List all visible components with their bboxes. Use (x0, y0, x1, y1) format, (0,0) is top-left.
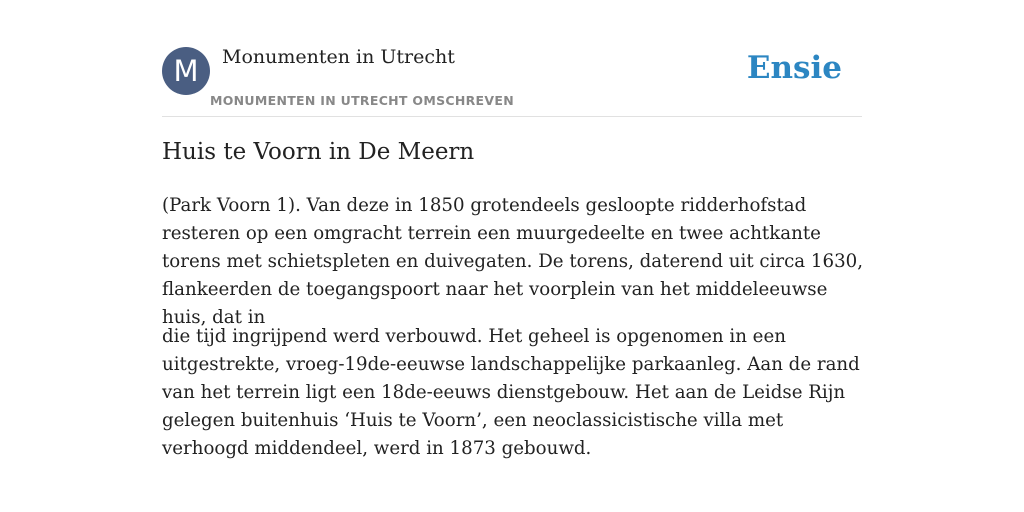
brand-logo[interactable]: Ensie (746, 50, 842, 86)
article-paragraph: die tijd ingrijpend werd verbouwd. Het geheel is opgenomen in een uitgestrekte, vroeg-19de-eeuwse landschappelijke parkaanleg. Aan de rand van het terrein ligt een 18de-eeuws dienstgebouw. Het aan de Leidse Rijn gelegen buitenhuis ‘Huis te Voorn’, een neoclassicistische villa met verhoogd middendeel, werd in 1873 gebouwd. (162, 326, 860, 459)
article-title: Huis te Voorn in De Meern (162, 139, 475, 165)
article-paragraph: (Park Voorn 1). Van deze in 1850 grotendeels gesloopte ridderhofstad resteren op een omgracht terrein een muurgedeelte en twee achtkante torens met schietspleten en duivegaten. De torens, daterend uit circa 1630, flankeerden de toegangspoort naar het voorplein van het middeleeuwse huis, dat in (162, 195, 863, 328)
avatar[interactable]: M (162, 47, 210, 95)
site-subtitle: MONUMENTEN IN UTRECHT OMSCHREVEN (210, 93, 514, 108)
site-title-link[interactable]: Monumenten in Utrecht (222, 46, 455, 68)
page-header (162, 46, 862, 117)
